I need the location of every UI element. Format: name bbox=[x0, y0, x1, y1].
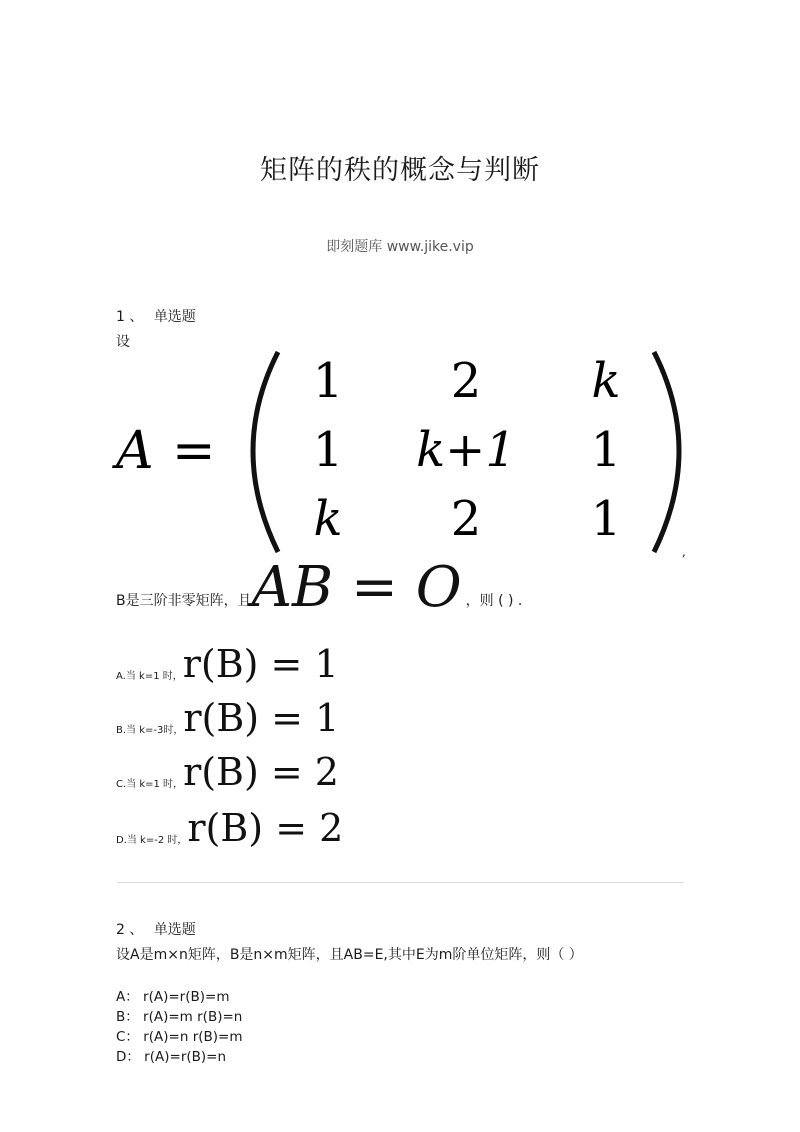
option-a-math: r(B) = 1 bbox=[182, 642, 339, 686]
question-1-type: 单选题 bbox=[153, 309, 196, 325]
matrix-lhs: A bbox=[116, 421, 154, 481]
option-a[interactable] bbox=[116, 642, 339, 686]
question-1-stem bbox=[116, 555, 523, 620]
option-d-math: r(B) = 2 bbox=[187, 806, 344, 850]
page-subtitle: 即刻题库 www.jike.vip bbox=[326, 239, 474, 255]
matrix-trailing-comma: , bbox=[682, 545, 686, 559]
matrix-equals: = bbox=[172, 421, 216, 481]
left-paren bbox=[253, 352, 278, 552]
matrix-cell: 1 bbox=[590, 422, 622, 478]
question-1-stem-text: B是三阶非零矩阵，且 bbox=[116, 593, 252, 609]
matrix-cell: 2 bbox=[450, 491, 482, 547]
question-1-number: 1 、 bbox=[116, 309, 144, 325]
matrix-cell: k bbox=[313, 491, 343, 547]
question-2-number: 2 、 bbox=[116, 922, 144, 938]
q2-option-c[interactable]: C： r(A)=n r(B)=m bbox=[116, 1029, 243, 1045]
right-paren bbox=[654, 352, 679, 552]
option-b[interactable] bbox=[116, 696, 339, 740]
question-2-type: 单选题 bbox=[153, 922, 196, 938]
option-a-label: A.当 k=1 时， bbox=[116, 671, 183, 682]
matrix-cell: k+1 bbox=[416, 422, 516, 478]
question-divider bbox=[117, 882, 684, 883]
option-b-label: B.当 k=-3时， bbox=[116, 725, 184, 736]
option-d[interactable] bbox=[116, 806, 343, 850]
question-1-stem-math: AB = O bbox=[251, 555, 462, 620]
matrix-cell: 2 bbox=[450, 353, 482, 409]
option-c-math: r(B) = 2 bbox=[183, 750, 339, 794]
question-2-stem: 设A是m×n矩阵，B是n×m矩阵，且AB=E,其中E为m阶单位矩阵，则（ ） bbox=[116, 947, 583, 963]
matrix-a bbox=[110, 340, 700, 560]
matrix-cell: k bbox=[591, 353, 621, 409]
question-2-header bbox=[116, 919, 196, 939]
question-1-intro: 设 bbox=[116, 334, 130, 350]
q2-option-d[interactable]: D： r(A)=r(B)=n bbox=[116, 1049, 227, 1065]
option-d-label: D.当 k=-2 时， bbox=[116, 835, 188, 846]
question-1-stem-tail: ，则 ( ) . bbox=[465, 593, 523, 609]
page-title: 矩阵的秩的概念与判断 bbox=[260, 155, 540, 186]
option-c[interactable] bbox=[116, 750, 339, 794]
option-b-math: r(B) = 1 bbox=[183, 696, 340, 740]
question-1-header bbox=[116, 306, 196, 326]
matrix-cell: 1 bbox=[312, 422, 344, 478]
option-c-label: C.当 k=1 时， bbox=[116, 779, 184, 790]
q2-option-a[interactable]: A： r(A)=r(B)=m bbox=[116, 989, 230, 1005]
q2-option-b[interactable]: B： r(A)=m r(B)=n bbox=[116, 1009, 243, 1025]
matrix-cell: 1 bbox=[590, 491, 622, 547]
matrix-cell: 1 bbox=[312, 353, 344, 409]
